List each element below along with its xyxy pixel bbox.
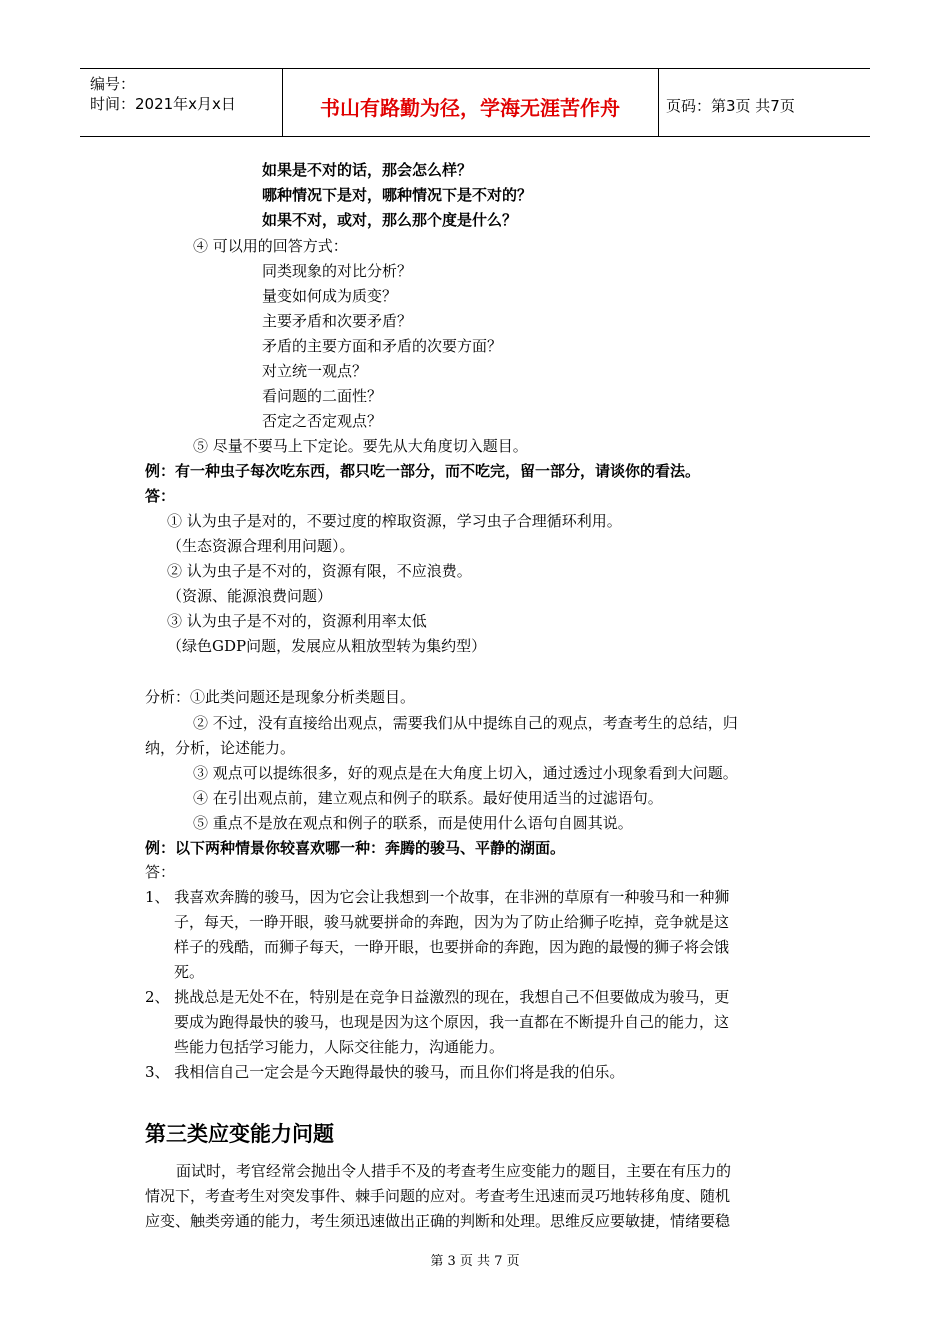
text-line: ⑤ 尽量不要马上下定论。要先从大角度切入题目。	[193, 437, 528, 455]
text-line: ① 认为虫子是对的，不要过度的榨取资源，学习虫子合理循环利用。	[167, 512, 622, 530]
text-line: 例：有一种虫子每次吃东西，都只吃一部分，而不吃完，留一部分，请谈你的看法。	[145, 462, 701, 480]
text-line: 如果是不对的话，那会怎么样？	[262, 161, 473, 179]
text-line: ⑤ 重点不是放在观点和例子的联系，而是使用什么语句自圆其说。	[193, 814, 633, 832]
serial-number: 编号：	[90, 75, 136, 93]
text-line: 量变如何成为质变？	[262, 287, 398, 305]
page-header	[80, 68, 870, 137]
header-date: 时间：2021年x月x日	[90, 95, 236, 113]
text-line: 子，每天，一睁开眼，骏马就要拼命的奔跑，因为为了防止给狮子吃掉，竞争就是这	[174, 913, 730, 931]
text-line: 要成为跑得最快的骏马，也现是因为这个原因，我一直都在不断提升自己的能力，这	[174, 1013, 730, 1031]
text-line: 应变、触类旁通的能力，考生须迅速做出正确的判断和处理。思维反应要敏捷，情绪要稳	[145, 1212, 731, 1230]
text-line: 纳，分析，论述能力。	[145, 739, 296, 757]
header-page-cell	[658, 69, 870, 136]
text-line: 否定之否定观点？	[262, 412, 383, 430]
text-line: ③ 观点可以提练很多，好的观点是在大角度上切入，通过透过小现象看到大问题。	[193, 764, 738, 782]
text-line: 情况下，考查考生对突发事件、棘手问题的应对。考查考生迅速而灵巧地转移角度、随机	[145, 1187, 731, 1205]
text-line: ② 不过，没有直接给出观点，需要我们从中提练自己的观点，考查考生的总结，归	[193, 714, 738, 732]
header-info-cell	[80, 69, 283, 136]
text-line: 主要矛盾和次要矛盾？	[262, 312, 413, 330]
section-heading: 第三类应变能力问题	[145, 1122, 334, 1146]
text-line: 分析：①此类问题还是现象分析类题目。	[145, 688, 416, 706]
text-line: 面试时，考官经常会抛出令人措手不及的考查考生应变能力的题目，主要在有压力的	[176, 1162, 732, 1180]
text-line: ② 认为虫子是不对的，资源有限，不应浪费。	[167, 562, 472, 580]
text-line: 矛盾的主要方面和矛盾的次要方面？	[262, 337, 503, 355]
text-line: ③ 认为虫子是不对的，资源利用率太低	[167, 612, 427, 630]
text-line: 同类现象的对比分析？	[262, 262, 413, 280]
header-page-number: 页码：第3页 共7页	[666, 97, 795, 115]
text-line: 3、 我相信自己一定会是今天跑得最快的骏马，而且你们将是我的伯乐。	[145, 1063, 625, 1081]
text-line: 答：	[145, 863, 176, 881]
header-motto: 书山有路勤为径，学海无涯苦作舟	[320, 96, 620, 120]
header-motto-cell	[282, 69, 659, 136]
text-line: 样子的残酷，而狮子每天，一睁开眼，也要拼命的奔跑，因为跑的最慢的狮子将会饿	[174, 938, 730, 956]
text-line: 例：以下两种情景你较喜欢哪一种：奔腾的骏马、平静的湖面。	[145, 839, 566, 857]
text-line: （绿色GDP问题，发展应从粗放型转为集约型）	[167, 637, 487, 655]
page-footer: 第 3 页 共 7 页	[430, 1254, 520, 1269]
text-line: 哪种情况下是对，哪种情况下是不对的？	[262, 186, 533, 204]
text-line: 些能力包括学习能力，人际交往能力，沟通能力。	[174, 1038, 505, 1056]
text-line: （生态资源合理利用问题）。	[167, 537, 355, 555]
text-line: 1、 我喜欢奔腾的骏马，因为它会让我想到一个故事，在非洲的草原有一种骏马和一种狮	[145, 888, 730, 906]
text-line: 2、 挑战总是无处不在，特别是在竞争日益激烈的现在，我想自己不但要做成为骏马，更	[145, 988, 730, 1006]
text-line: 死。	[174, 963, 205, 981]
text-line: ④ 可以用的回答方式：	[193, 237, 348, 255]
text-line: 对立统一观点？	[262, 362, 368, 380]
text-line: 如果不对，或对，那么那个度是什么？	[262, 211, 518, 229]
text-line: ④ 在引出观点前，建立观点和例子的联系。最好使用适当的过滤语句。	[193, 789, 663, 807]
text-line: （资源、能源浪费问题）	[167, 587, 333, 605]
text-line: 答：	[145, 487, 176, 505]
text-line: 看问题的二面性？	[262, 387, 383, 405]
